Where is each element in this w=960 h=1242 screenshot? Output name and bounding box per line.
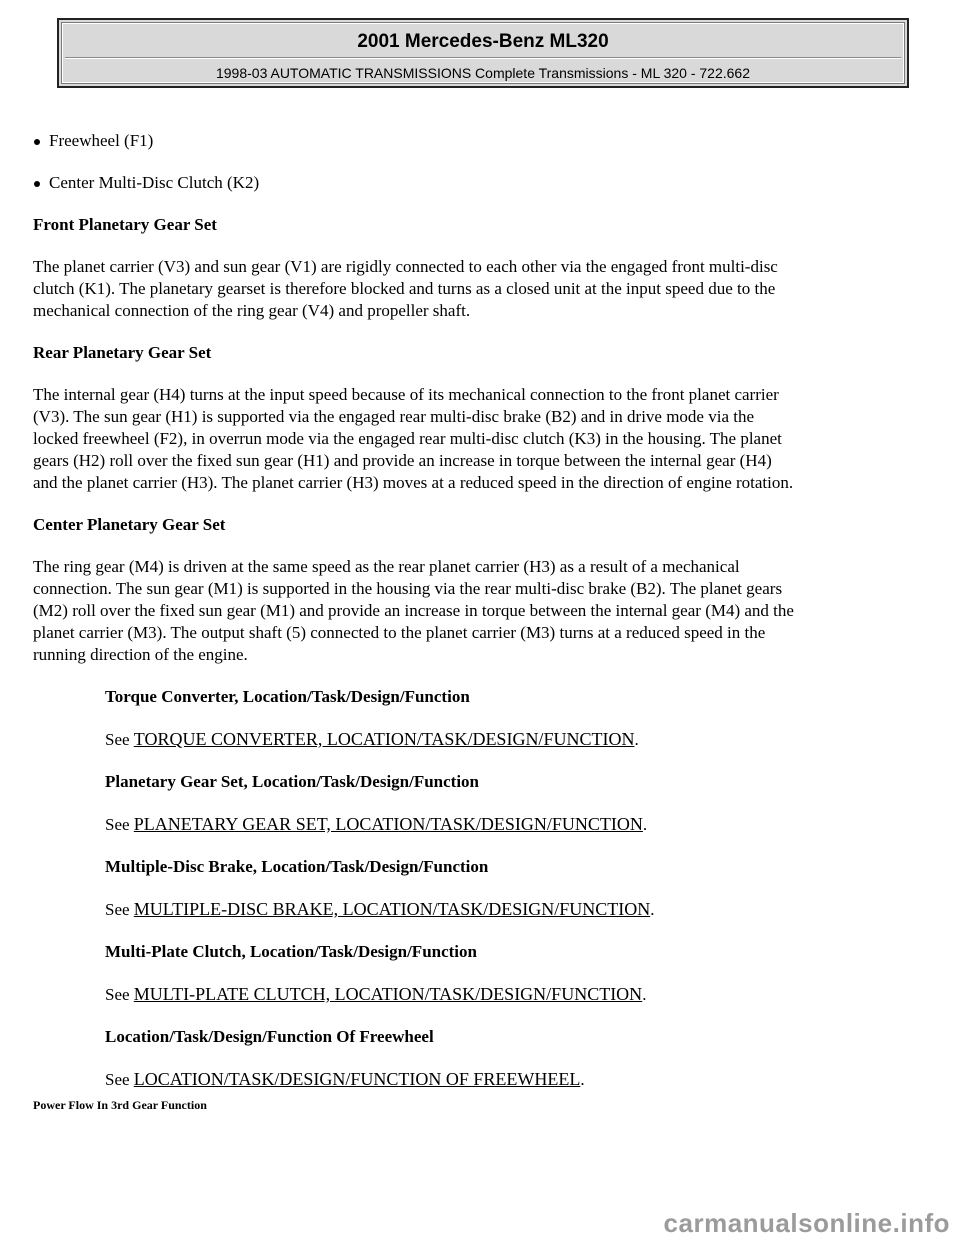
reference-title: Multiple-Disc Brake, Location/Task/Design/Function bbox=[105, 857, 489, 876]
reference-title: Planetary Gear Set, Location/Task/Design/Function bbox=[105, 772, 480, 791]
see-label: See bbox=[105, 730, 130, 749]
text-line: gears (H2) roll over the fixed sun gear (H1) and provide an increase in torque between the internal gear (H4) bbox=[33, 451, 772, 470]
component-list bbox=[33, 130, 913, 194]
period: . bbox=[650, 900, 655, 919]
reference-list bbox=[33, 686, 913, 1091]
document-title: 2001 Mercedes-Benz ML320 bbox=[357, 31, 609, 52]
bullet-icon bbox=[34, 139, 40, 145]
document-header bbox=[57, 18, 909, 88]
reference-see-line bbox=[105, 1068, 913, 1091]
document-body bbox=[33, 130, 913, 1111]
see-label: See bbox=[105, 985, 130, 1004]
list-item bbox=[33, 172, 913, 194]
document-header-inner bbox=[62, 23, 904, 83]
list-item bbox=[33, 130, 913, 152]
text-line: connection. The sun gear (M1) is supported in the housing via the rear multi-disc brake (B2). The planet gears bbox=[33, 579, 783, 598]
text-line: running direction of the engine. bbox=[33, 645, 248, 664]
section-heading-center-planetary: Center Planetary Gear Set bbox=[33, 515, 226, 534]
reference-title: Multi-Plate Clutch, Location/Task/Design/Function bbox=[105, 942, 477, 961]
period: . bbox=[634, 730, 639, 749]
planetary-gear-set-link[interactable]: PLANETARY GEAR SET, LOCATION/TASK/DESIGN/FUNCTION bbox=[133, 814, 643, 834]
text-line: clutch (K1). The planetary gearset is therefore blocked and turns as a closed unit at the input speed due to the bbox=[33, 279, 776, 298]
figure-caption-heading: Power Flow In 3rd Gear Function bbox=[33, 1098, 207, 1112]
see-label: See bbox=[105, 1070, 130, 1089]
text-line: planet carrier (M3). The output shaft (5) connected to the planet carrier (M3) turns at a reduced speed in the bbox=[33, 623, 766, 642]
section-heading-front-planetary: Front Planetary Gear Set bbox=[33, 215, 217, 234]
text-line: mechanical connection of the ring gear (V4) and propeller shaft. bbox=[33, 301, 471, 320]
text-line: and the planet carrier (H3). The planet carrier (H3) moves at a reduced speed in the direction of engine rotation. bbox=[33, 473, 794, 492]
torque-converter-link[interactable]: TORQUE CONVERTER, LOCATION/TASK/DESIGN/FUNCTION bbox=[133, 729, 635, 749]
text-line: The planet carrier (V3) and sun gear (V1) are rigidly connected to each other via the engaged front multi-disc bbox=[33, 257, 778, 276]
reference-title: Location/Task/Design/Function Of Freewheel bbox=[105, 1027, 434, 1046]
text-line: The ring gear (M4) is driven at the same speed as the rear planet carrier (H3) as a result of a mechanical bbox=[33, 557, 740, 576]
document-subtitle: 1998-03 AUTOMATIC TRANSMISSIONS Complete Transmissions - ML 320 - 722.662 bbox=[215, 65, 751, 81]
watermark: carmanualsonline.info bbox=[663, 1208, 950, 1238]
bullet-icon bbox=[34, 181, 40, 187]
paragraph-front-planetary bbox=[33, 256, 913, 322]
paragraph-center-planetary bbox=[33, 556, 913, 666]
paragraph-rear-planetary bbox=[33, 384, 913, 494]
multiple-disc-brake-link[interactable]: MULTIPLE-DISC BRAKE, LOCATION/TASK/DESIGN/FUNCTION bbox=[133, 899, 651, 919]
reference-see-line bbox=[105, 983, 913, 1006]
reference-see-line bbox=[105, 813, 913, 836]
reference-title: Torque Converter, Location/Task/Design/Function bbox=[105, 687, 470, 706]
freewheel-link[interactable]: LOCATION/TASK/DESIGN/FUNCTION OF FREEWHEEL bbox=[133, 1069, 581, 1089]
period: . bbox=[642, 985, 647, 1004]
text-line: locked freewheel (F2), in overrun mode via the engaged rear multi-disc clutch (K3) in the housing. The planet bbox=[33, 429, 782, 448]
text-line: (V3). The sun gear (H1) is supported via the engaged rear multi-disc brake (B2) and in drive mode via the bbox=[33, 407, 755, 426]
reference-see-line bbox=[105, 728, 913, 751]
text-line: The internal gear (H4) turns at the input speed because of its mechanical connection to the front planet carrier bbox=[33, 385, 779, 404]
section-heading-rear-planetary: Rear Planetary Gear Set bbox=[33, 343, 212, 362]
list-item-text: Center Multi-Disc Clutch (K2) bbox=[49, 173, 260, 192]
reference-see-line bbox=[105, 898, 913, 921]
see-label: See bbox=[105, 900, 130, 919]
list-item-text: Freewheel (F1) bbox=[49, 131, 154, 150]
period: . bbox=[642, 815, 648, 834]
period: . bbox=[580, 1070, 585, 1089]
text-line: (M2) roll over the fixed sun gear (M1) and provide an increase in torque between the internal gear (M4) and the bbox=[33, 601, 794, 620]
see-label: See bbox=[105, 815, 130, 834]
multi-plate-clutch-link[interactable]: MULTI-PLATE CLUTCH, LOCATION/TASK/DESIGN/FUNCTION bbox=[133, 984, 643, 1004]
